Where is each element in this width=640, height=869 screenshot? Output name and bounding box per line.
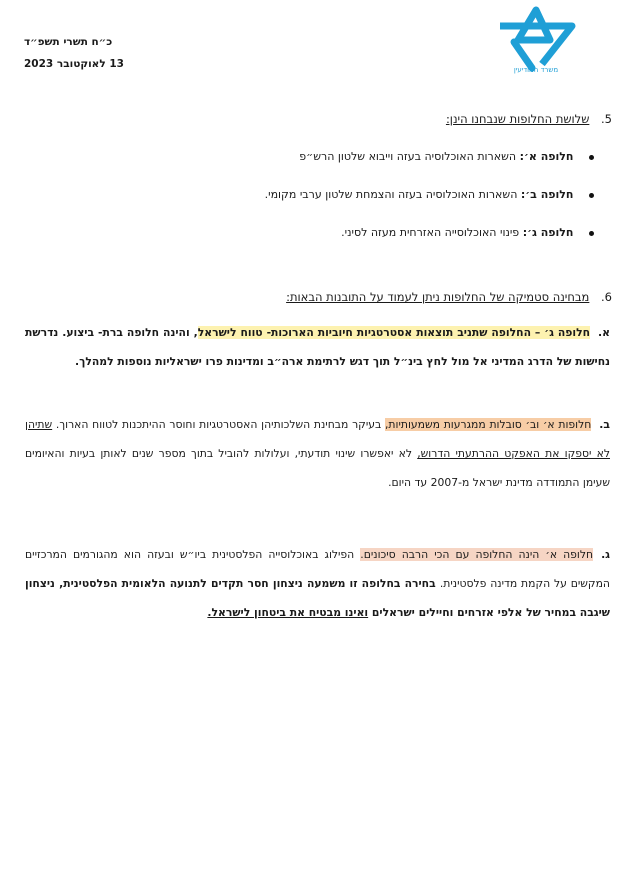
list-item <box>94 150 594 163</box>
paragraph-text: , והינה חלופה ברת- ביצוע. נדרשת נחישות של הדרג המדיני אל מול לחץ בינ״ל תוך דגש לרתימת ארה״ב ומדינות פרו ישראליות נוספות למהלך. <box>25 326 610 368</box>
section-number: 5. <box>601 112 612 126</box>
ministry-logo <box>492 6 580 78</box>
paragraph-letter: א. <box>598 326 610 339</box>
underlined-text: שתיהן לא יספקו את האפקט ההרתעתי הדרוש, <box>25 418 610 460</box>
section-6-heading <box>52 290 612 304</box>
highlighted-text: חלופה א׳ הינה החלופה עם הכי הרבה סיכונים. <box>360 548 594 561</box>
star-of-david-icon <box>492 6 580 78</box>
option-label: חלופה ג׳: <box>522 226 574 239</box>
section-number: 6. <box>601 290 612 304</box>
section-5-heading <box>52 112 612 126</box>
paragraph-c <box>25 540 610 627</box>
paragraph-b <box>25 410 610 497</box>
bold-text: בחירה בחלופה זו משמעה ניצחון חסר תקדים לתנועה הלאומית הפלסטינית, ניצחון שיגבה במחיר של אלפי אזרחים וחיילים ישראלים <box>25 577 610 619</box>
paragraph-letter: ג. <box>601 548 610 561</box>
paragraph-a <box>25 318 610 376</box>
paragraph-letter: ב. <box>599 418 610 431</box>
paragraph-text: בעיקר מבחינת השלכותיהן האסטרטגיות וחוסר ההיתכנות לטווח הארוך. <box>55 418 385 431</box>
section-title: שלושת החלופות שנבחנו הינן: <box>445 112 590 126</box>
svg-text:משרד המודיעין: משרד המודיעין <box>513 66 559 74</box>
bullet-icon <box>589 155 594 160</box>
underlined-text: ואינו מבטיח את ביטחון לישראל. <box>207 606 369 619</box>
bullet-icon <box>589 193 594 198</box>
highlighted-text: חלופה ג׳ – החלופה שתניב תוצאות אסטרטגיות חיוביות הארוכות- טווח לישראל <box>197 326 591 339</box>
option-label: חלופה א׳: <box>519 150 574 163</box>
option-label: חלופה ב׳: <box>520 188 574 201</box>
option-text: השארות האוכלוסיה בעזה וייבוא שלטון הרש״פ <box>299 150 517 163</box>
paragraph-text: לא יאפשרו שינוי תודעתי, ועלולות להוביל בתוך מספר שנים לאותן בעיות והאיומים שעימן התמודדה מדינת ישראל מ-2007 עד היום. <box>25 447 610 489</box>
section-title: מבחינה סטמיקה של החלופות ניתן לעמוד על התובנות הבאות: <box>286 290 590 304</box>
hebrew-date: כ״ח תשרי תשפ״ד <box>24 36 113 48</box>
list-item <box>94 226 594 239</box>
option-text: השארות האוכלוסיה בעזה והצמחת שלטון ערבי מקומי. <box>264 188 518 201</box>
list-item <box>94 188 594 201</box>
highlighted-text: חלופות א׳ וב׳ סובלות ממגרעות משמעותיות, <box>384 418 592 431</box>
gregorian-date: 13 לאוקטובר 2023 <box>24 58 124 70</box>
paragraph-text: הפילוג באוכלוסייה הפלסטינית ביו״ש ובעזה הוא מהגורמים המרכזיים המקשים על הקמת מדינה פלסטינית. <box>25 548 610 590</box>
bullet-icon <box>589 231 594 236</box>
option-text: פינוי האוכלוסייה האזרחית מעזה לסיני. <box>341 226 520 239</box>
